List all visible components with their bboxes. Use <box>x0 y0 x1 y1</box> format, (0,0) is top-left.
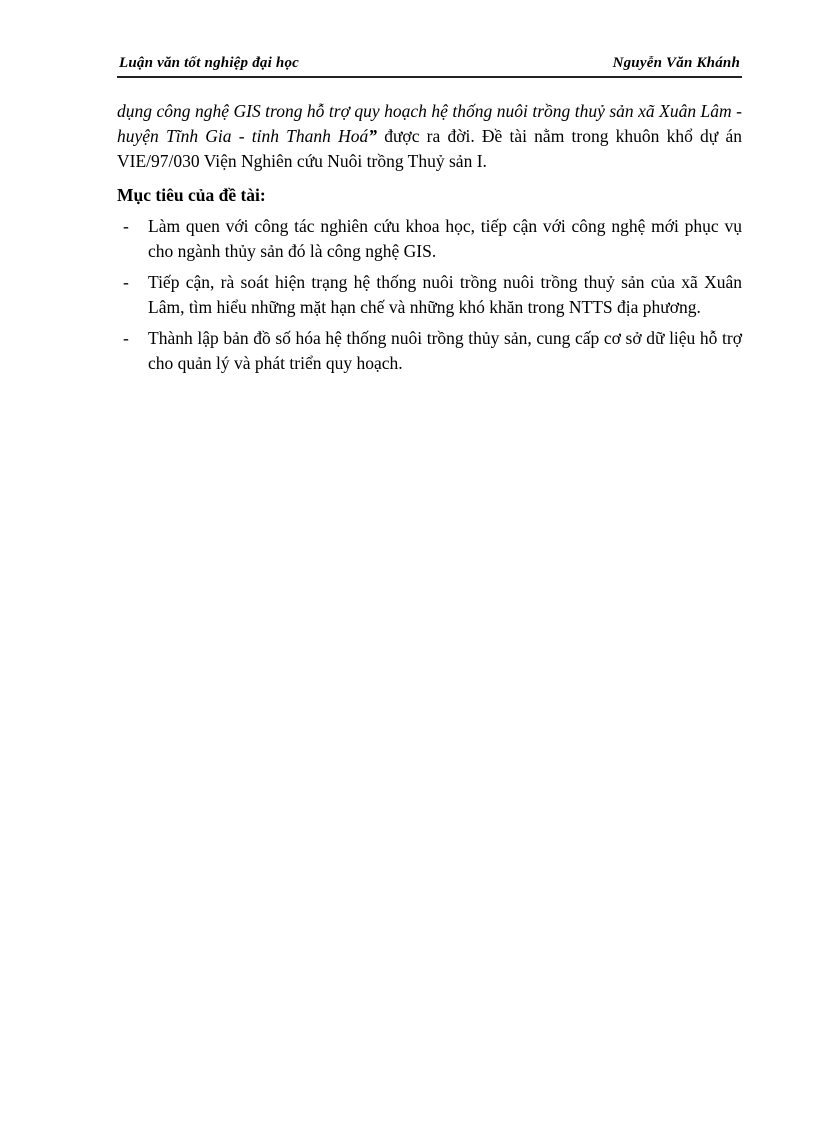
intro-normal-text: được ra đời. Đề tài nằm trong khuôn khổ dự án VIE/97/030 Viện Nghiên cứu Nuôi trồng Thuỷ sản I. <box>117 126 742 171</box>
bullet-dash: - <box>123 328 129 348</box>
page-header <box>117 54 742 78</box>
bullet-dash: - <box>123 216 129 236</box>
list-item-text: Tiếp cận, rà soát hiện trạng hệ thống nuôi trồng nuôi trồng thuỷ sản của xã Xuân Lâm, tìm hiểu những mặt hạn chế và những khó khăn trong NTTS địa phương. <box>148 272 742 317</box>
intro-italic-text: dụng công nghệ GIS trong hỗ trợ quy hoạch hệ thống nuôi trồng thuỷ sản xã Xuân Lâm - huyện Tĩnh Gia - tỉnh Thanh Hoá <box>117 101 742 146</box>
header-author-name: Nguyễn Văn Khánh <box>612 55 740 71</box>
list-item-text: Thành lập bản đồ số hóa hệ thống nuôi trồng thủy sản, cung cấp cơ sở dữ liệu hỗ trợ cho quản lý và phát triển quy hoạch. <box>148 328 742 373</box>
bullet-dash: - <box>123 272 129 292</box>
section-heading-objectives: Mục tiêu của đề tài: <box>117 185 266 205</box>
list-item <box>117 214 742 264</box>
objectives-list <box>117 214 742 376</box>
list-item-text: Làm quen với công tác nghiên cứu khoa học, tiếp cận với công nghệ mới phục vụ cho ngành thủy sản đó là công nghệ GIS. <box>148 216 742 261</box>
list-item <box>117 326 742 376</box>
document-body <box>117 99 742 382</box>
list-item <box>117 270 742 320</box>
intro-closing-quote: ” <box>368 126 377 146</box>
header-thesis-title: Luận văn tốt nghiệp đại học <box>119 55 300 71</box>
intro-paragraph <box>117 99 742 174</box>
